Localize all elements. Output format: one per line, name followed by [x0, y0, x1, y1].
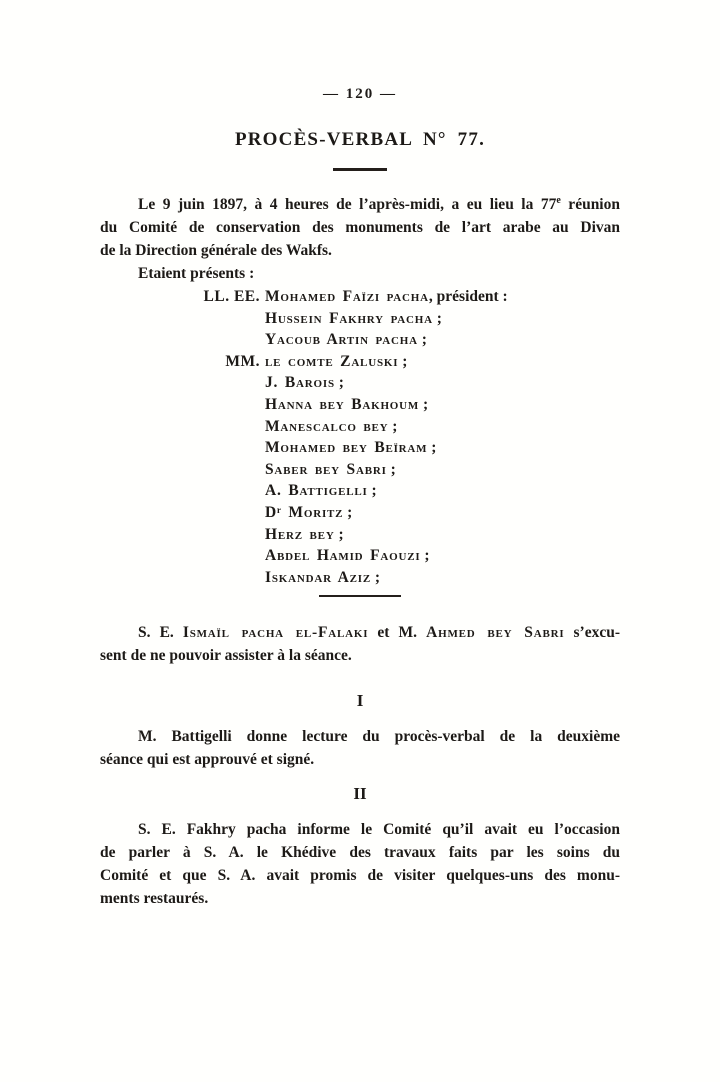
section-1-paragraph — [100, 725, 620, 771]
attendee-suffix: ; — [343, 503, 353, 521]
attendee-row — [100, 524, 620, 546]
text-line — [100, 621, 620, 644]
attendee-suffix: ; — [432, 309, 442, 327]
attendee-prefix: LL. EE. — [203, 288, 260, 305]
separator-rule — [319, 595, 401, 597]
person-name: Ahmed bey Sabri — [426, 624, 565, 642]
section-1-heading: I — [356, 691, 364, 711]
page-number: — 120 — — [323, 86, 397, 102]
attendee-suffix: ; — [334, 525, 344, 543]
attendee-name: A. Battigelli — [265, 482, 368, 500]
attendee-row — [100, 480, 620, 502]
attendee-suffix: ; — [398, 352, 408, 370]
attendee-name: Hanna bey Bakhoum — [265, 395, 420, 413]
attendees-list — [100, 286, 620, 588]
text-segment: réunion — [560, 196, 620, 213]
attendee-row — [100, 286, 620, 308]
text-segment: séance qui est approuvé et signé. — [100, 751, 315, 769]
section-2-paragraph — [100, 818, 620, 910]
intro-paragraph — [100, 193, 620, 262]
text-segment: e — [556, 194, 561, 206]
attendee-name: Yacoub Artin pacha — [265, 331, 418, 349]
attendee-row — [100, 394, 620, 416]
attendee-row — [100, 437, 620, 459]
text-segment: S. E. Fakhry pacha informe le Comité qu’il avait eu l’occasion — [138, 821, 620, 839]
attendee-suffix: ; — [420, 547, 430, 565]
text-line — [100, 818, 620, 841]
attendee-suffix: ; — [388, 417, 398, 435]
text-segment: Le 9 juin 1897, à 4 heures de l’après-midi, a eu lieu la 77 — [138, 196, 557, 213]
attendee-name: le comte Zaluski — [265, 352, 399, 370]
attendee-row — [100, 308, 620, 330]
text-line — [100, 644, 620, 667]
text-segment: M. Battigelli donne lecture du procès-verbal de la deuxième — [138, 728, 620, 746]
attendee-suffix: ; — [427, 439, 437, 457]
text-line — [100, 216, 620, 239]
text-line — [100, 887, 620, 910]
text-segment: sent de ne pouvoir assister à la séance. — [100, 647, 352, 665]
attendee-name: Herz bey — [265, 525, 335, 543]
title-rule — [333, 168, 387, 171]
attendee-name: Mohamed bey Beïram — [265, 439, 428, 457]
page-title: PROCÈS-VERBAL N° 77. — [234, 129, 486, 150]
text-line — [100, 239, 620, 262]
text-segment: du Comité de conservation des monuments de l’art arabe au Divan — [100, 219, 620, 236]
attendee-name: Manescalco bey — [265, 417, 389, 435]
attendee-row — [100, 351, 620, 373]
text-line — [100, 725, 620, 748]
attendee-row — [100, 372, 620, 394]
attendee-suffix: ; — [371, 568, 381, 586]
attendee-name: Abdel Hamid Faouzi — [265, 547, 421, 565]
attendee-name: Dʳ Moritz — [265, 503, 344, 521]
attendee-name: J. Barois — [265, 374, 335, 392]
attendee-row — [100, 567, 620, 589]
section-2-heading: II — [353, 784, 367, 804]
text-segment: ments restaurés. — [100, 890, 209, 908]
text-segment: s’excu- — [564, 624, 620, 642]
attendee-row — [100, 459, 620, 481]
attendee-name: Saber bey Sabri — [265, 460, 387, 478]
attendee-row — [100, 502, 620, 524]
attendee-suffix: ; — [417, 331, 427, 349]
attendee-suffix: ; — [386, 460, 396, 478]
text-line — [100, 748, 620, 771]
presents-line: Etaient présents : — [138, 265, 255, 282]
text-segment: S. E. — [138, 624, 183, 642]
text-line — [100, 864, 620, 887]
attendee-suffix: ; — [419, 395, 429, 413]
attendee-row — [100, 329, 620, 351]
attendee-suffix: ; — [367, 482, 377, 500]
attendee-name: Iskandar Aziz — [265, 568, 371, 586]
excuse-paragraph — [100, 621, 620, 667]
attendee-row — [100, 545, 620, 567]
text-line — [100, 841, 620, 864]
attendee-suffix: ; — [334, 374, 344, 392]
text-segment: et M. — [368, 624, 427, 642]
text-segment: Comité et que S. A. avait promis de visiter quelques-uns des monu- — [100, 867, 620, 885]
text-segment: de la Direction générale des Wakfs. — [100, 242, 332, 259]
attendee-name: Mohamed Faïzi pacha — [265, 288, 429, 305]
text-line — [100, 193, 620, 216]
person-name: Ismaïl pacha el-Falaki — [182, 624, 369, 642]
attendee-suffix: , président : — [428, 288, 508, 305]
attendee-name: Hussein Fakhry pacha — [265, 309, 433, 327]
text-segment: de parler à S. A. le Khédive des travaux faits par les soins du — [100, 844, 620, 862]
attendee-prefix: MM. — [225, 352, 260, 370]
attendee-row — [100, 416, 620, 438]
